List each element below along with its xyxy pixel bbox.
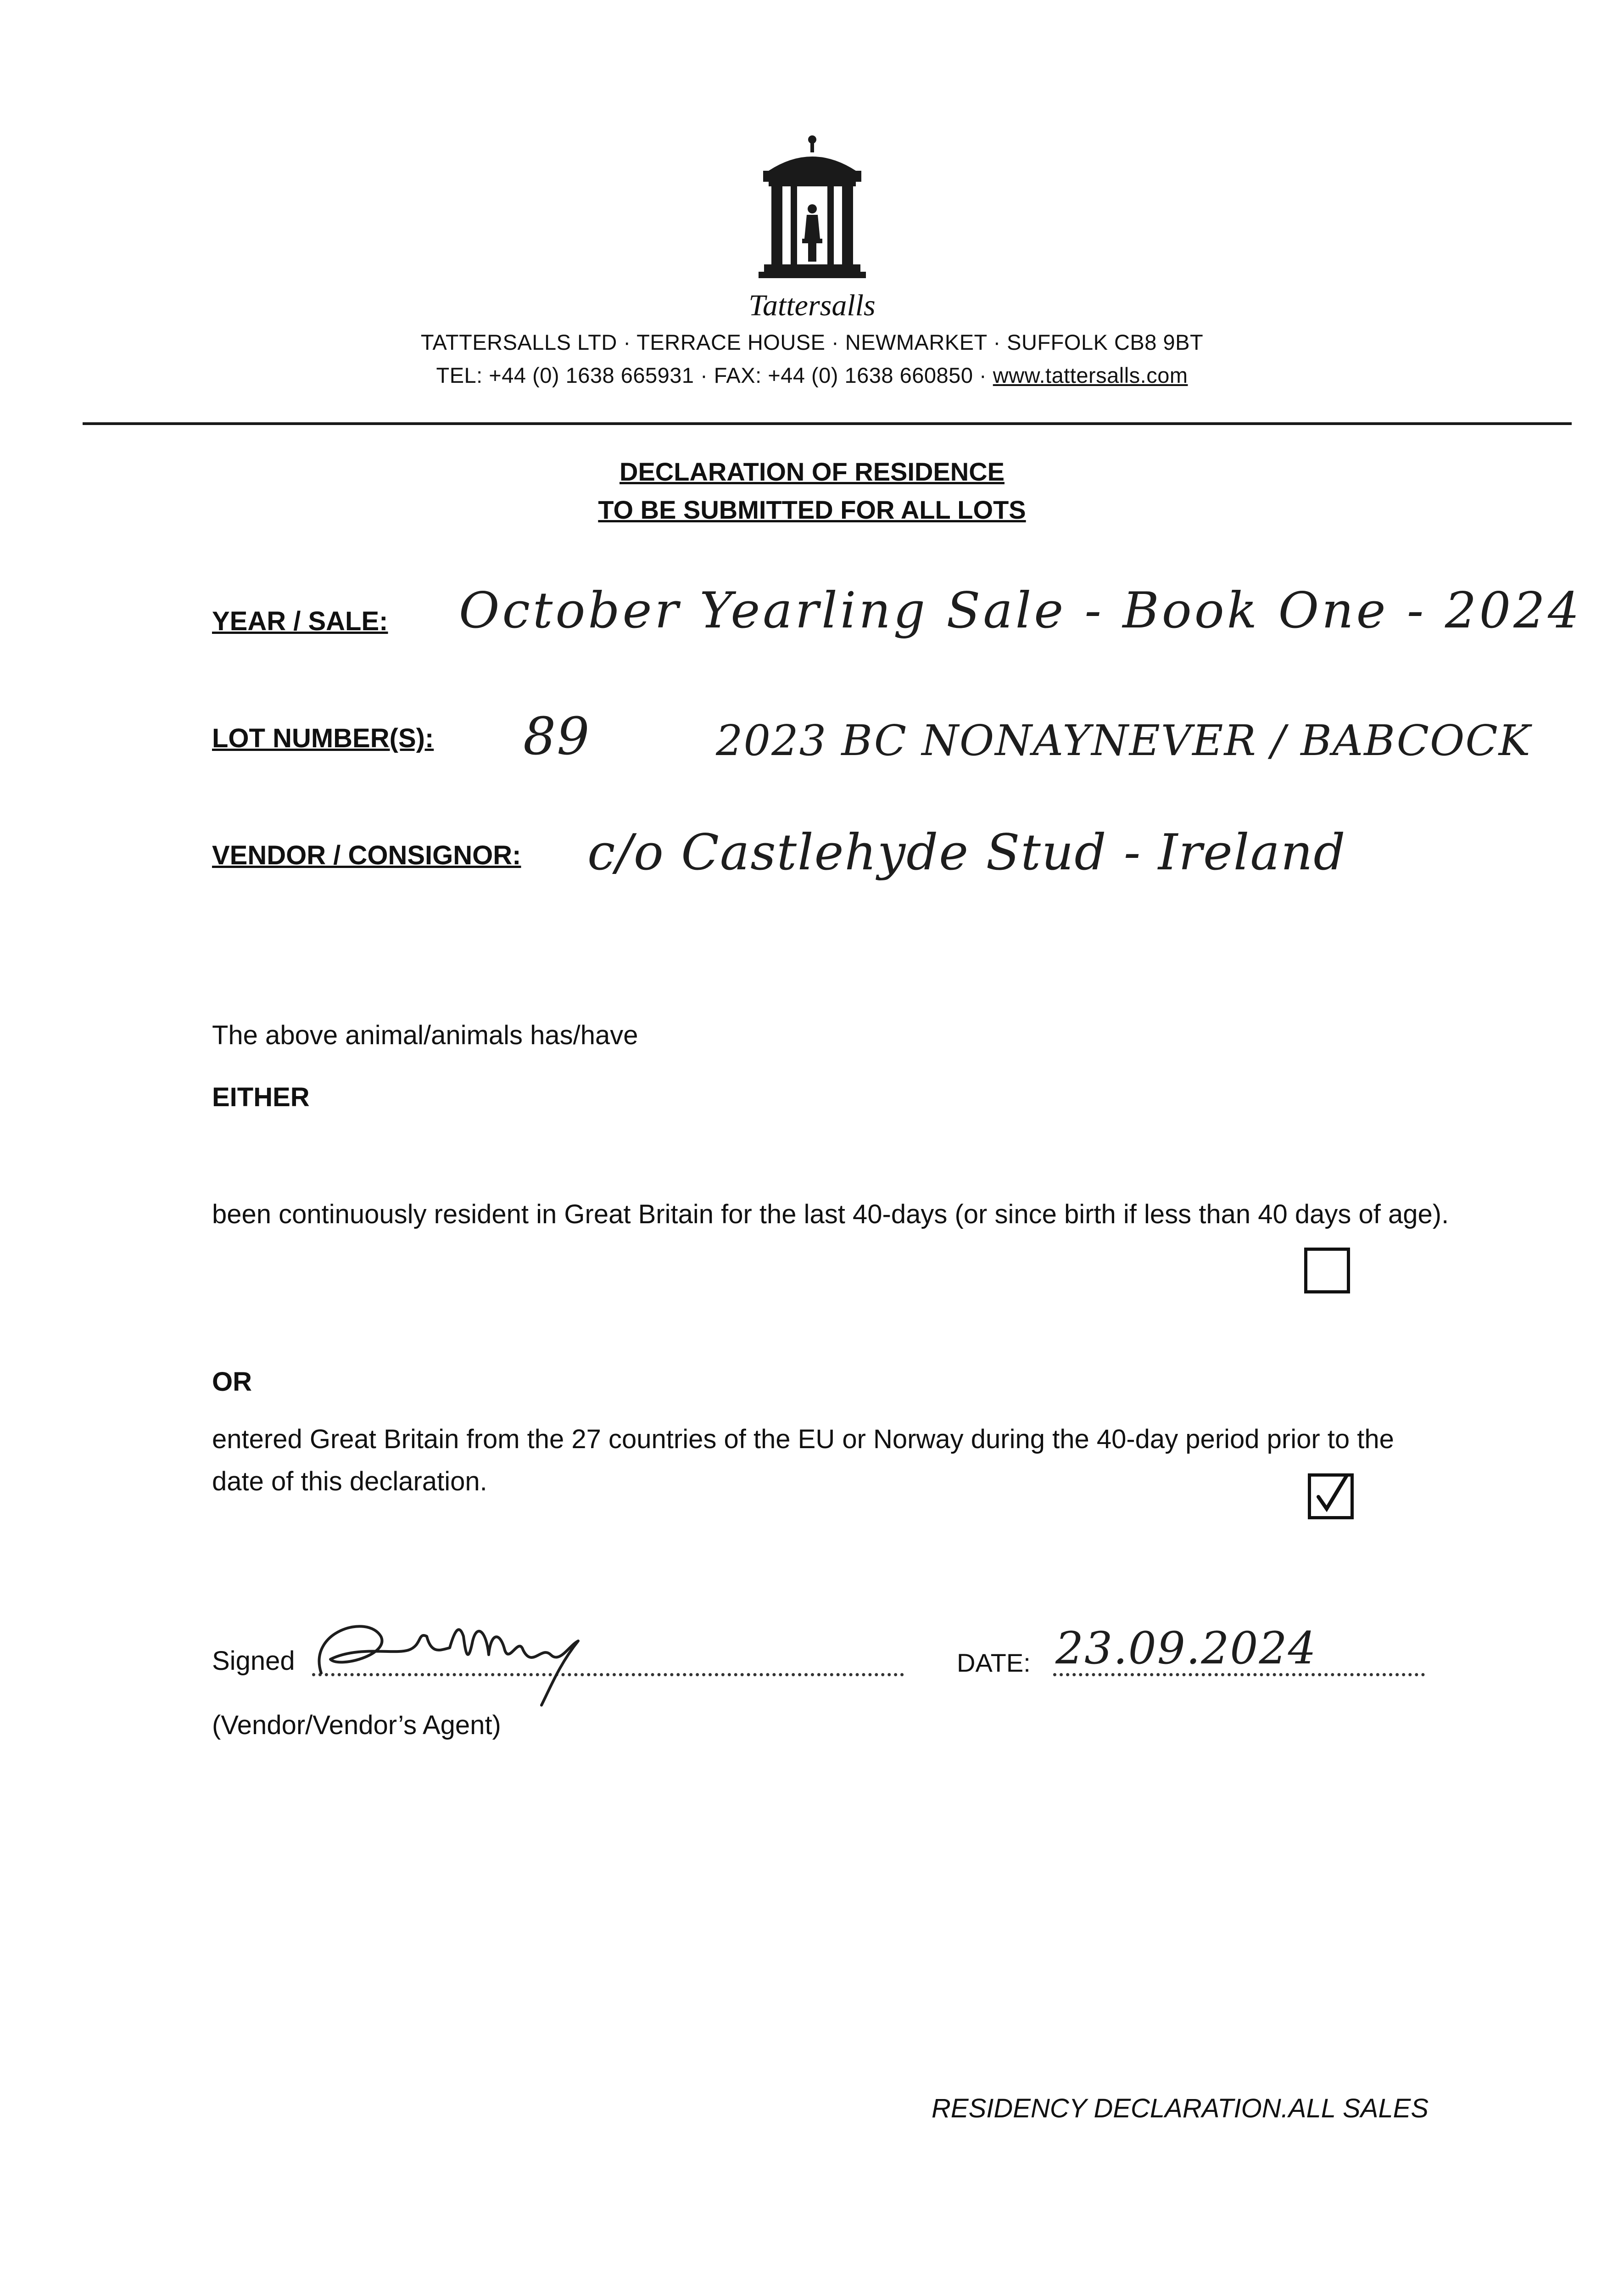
option-resident-text: been continuously resident in Great Britain for the last 40-days (or since birth if less than 40 days of age). bbox=[212, 1199, 1449, 1229]
form-title: DECLARATION OF RESIDENCE bbox=[619, 457, 1005, 486]
intro-text: The above animal/animals has/have bbox=[212, 1020, 638, 1050]
header-divider bbox=[83, 422, 1572, 425]
brand-name: Tattersalls bbox=[748, 289, 876, 322]
website-link[interactable]: www.tattersalls.com bbox=[993, 363, 1188, 387]
signer-role-label: (Vendor/Vendor’s Agent) bbox=[212, 1710, 501, 1740]
footer-reference: RESIDENCY DECLARATION.ALL SALES bbox=[932, 2093, 1429, 2123]
date-value: 23.09.2024 bbox=[1055, 1623, 1317, 1674]
vendor-consignor-value: c/o Castlehyde Stud - Ireland bbox=[587, 824, 1346, 881]
or-heading: OR bbox=[212, 1367, 252, 1397]
lot-number-value: 89 bbox=[523, 707, 591, 767]
lot-description-value: 2023 BC NONAYNEVER / BABCOCK bbox=[716, 716, 1531, 765]
lot-number-label: LOT NUMBER(S): bbox=[212, 723, 434, 753]
year-sale-value: October Yearling Sale - Book One - 2024 bbox=[459, 582, 1582, 639]
company-address: TATTERSALLS LTD · TERRACE HOUSE · NEWMARKET · SUFFOLK CB8 9BT bbox=[420, 330, 1204, 354]
handwritten-signature bbox=[303, 1604, 624, 1714]
form-subtitle: TO BE SUBMITTED FOR ALL LOTS bbox=[598, 495, 1026, 524]
company-contact bbox=[0, 363, 1624, 388]
option-entered-text: entered Great Britain from the 27 countries of the EU or Norway during the 40-day period prior to the date of this declaration. bbox=[212, 1424, 1394, 1496]
option-entered-checkbox[interactable] bbox=[1308, 1473, 1354, 1519]
either-heading: EITHER bbox=[212, 1082, 310, 1112]
option-resident-checkbox[interactable] bbox=[1304, 1248, 1350, 1293]
signed-label: Signed bbox=[212, 1646, 295, 1676]
check-mark-icon bbox=[1311, 1477, 1351, 1516]
phone-fax: TEL: +44 (0) 1638 665931 · FAX: +44 (0) 1638 660850 · bbox=[436, 363, 993, 387]
year-sale-label: YEAR / SALE: bbox=[212, 606, 388, 636]
vendor-consignor-label: VENDOR / CONSIGNOR: bbox=[212, 840, 521, 870]
date-label: DATE: bbox=[957, 1648, 1031, 1677]
tattersalls-logo bbox=[755, 133, 870, 289]
